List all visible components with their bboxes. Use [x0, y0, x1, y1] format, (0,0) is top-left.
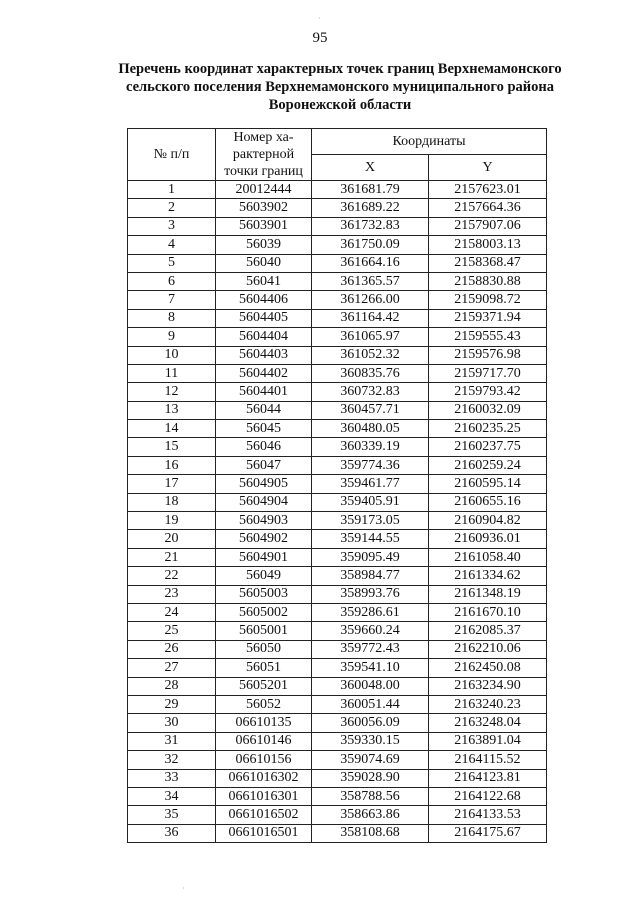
table-row	[128, 622, 547, 640]
y-coordinate-cell: 2160235.25	[429, 420, 547, 438]
table-row	[128, 272, 547, 290]
coordinates-table	[127, 128, 547, 843]
y-coordinate-cell: 2160936.01	[429, 530, 547, 548]
row-index-cell: 29	[128, 695, 216, 713]
title-line-2: сельского поселения Верхнемамонского муниципального района	[126, 79, 554, 95]
x-coordinate-cell: 361365.57	[312, 272, 429, 290]
row-index-cell: 13	[128, 401, 216, 419]
scan-speck: ·	[182, 884, 185, 893]
x-coordinate-cell: 361732.83	[312, 217, 429, 235]
y-coordinate-cell: 2159555.43	[429, 328, 547, 346]
point-number-cell: 56046	[216, 438, 312, 456]
point-number-cell: 5604402	[216, 364, 312, 382]
y-coordinate-cell: 2160259.24	[429, 456, 547, 474]
x-coordinate-cell: 358993.76	[312, 585, 429, 603]
table-row	[128, 677, 547, 695]
x-coordinate-cell: 359144.55	[312, 530, 429, 548]
y-coordinate-cell: 2163234.90	[429, 677, 547, 695]
row-index-cell: 20	[128, 530, 216, 548]
point-number-cell: 0661016302	[216, 769, 312, 787]
table-row	[128, 438, 547, 456]
y-coordinate-cell: 2160904.82	[429, 512, 547, 530]
row-index-cell: 34	[128, 787, 216, 805]
y-coordinate-cell: 2162450.08	[429, 659, 547, 677]
row-index-cell: 22	[128, 567, 216, 585]
y-coordinate-cell: 2164122.68	[429, 787, 547, 805]
point-number-cell: 56044	[216, 401, 312, 419]
header-y: Y	[429, 155, 547, 181]
table-row	[128, 456, 547, 474]
y-coordinate-cell: 2160595.14	[429, 475, 547, 493]
row-index-cell: 5	[128, 254, 216, 272]
table-row	[128, 824, 547, 842]
y-coordinate-cell: 2158830.88	[429, 272, 547, 290]
point-number-cell: 56039	[216, 236, 312, 254]
table-row	[128, 585, 547, 603]
table-row	[128, 512, 547, 530]
y-coordinate-cell: 2162085.37	[429, 622, 547, 640]
row-index-cell: 2	[128, 199, 216, 217]
table-row	[128, 309, 547, 327]
row-index-cell: 1	[128, 181, 216, 199]
scan-speck: ·	[318, 14, 321, 23]
table-row	[128, 475, 547, 493]
x-coordinate-cell: 359286.61	[312, 603, 429, 621]
x-coordinate-cell: 359541.10	[312, 659, 429, 677]
y-coordinate-cell: 2161334.62	[429, 567, 547, 585]
table-row	[128, 291, 547, 309]
x-coordinate-cell: 359074.69	[312, 751, 429, 769]
table-row	[128, 420, 547, 438]
table-row	[128, 217, 547, 235]
y-coordinate-cell: 2164123.81	[429, 769, 547, 787]
row-index-cell: 33	[128, 769, 216, 787]
y-coordinate-cell: 2163240.23	[429, 695, 547, 713]
point-number-cell: 56050	[216, 640, 312, 658]
y-coordinate-cell: 2161058.40	[429, 548, 547, 566]
point-number-cell: 20012444	[216, 181, 312, 199]
x-coordinate-cell: 359774.36	[312, 456, 429, 474]
y-coordinate-cell: 2160655.16	[429, 493, 547, 511]
point-number-cell: 5604902	[216, 530, 312, 548]
point-number-cell: 5604406	[216, 291, 312, 309]
row-index-cell: 11	[128, 364, 216, 382]
point-number-cell: 5604403	[216, 346, 312, 364]
row-index-cell: 24	[128, 603, 216, 621]
x-coordinate-cell: 360732.83	[312, 383, 429, 401]
table-row	[128, 751, 547, 769]
point-number-cell: 0661016501	[216, 824, 312, 842]
x-coordinate-cell: 359095.49	[312, 548, 429, 566]
y-coordinate-cell: 2164175.67	[429, 824, 547, 842]
x-coordinate-cell: 358984.77	[312, 567, 429, 585]
y-coordinate-cell: 2158368.47	[429, 254, 547, 272]
point-number-cell: 5604903	[216, 512, 312, 530]
header-row-number: № п/п	[128, 129, 216, 181]
row-index-cell: 15	[128, 438, 216, 456]
table-row	[128, 732, 547, 750]
row-index-cell: 14	[128, 420, 216, 438]
table-body	[128, 181, 547, 843]
y-coordinate-cell: 2159371.94	[429, 309, 547, 327]
point-number-cell: 5604901	[216, 548, 312, 566]
point-number-cell: 56045	[216, 420, 312, 438]
y-coordinate-cell: 2158003.13	[429, 236, 547, 254]
row-index-cell: 28	[128, 677, 216, 695]
y-coordinate-cell: 2157664.36	[429, 199, 547, 217]
table-row	[128, 364, 547, 382]
x-coordinate-cell: 360457.71	[312, 401, 429, 419]
point-number-cell: 5604905	[216, 475, 312, 493]
table-row	[128, 328, 547, 346]
row-index-cell: 17	[128, 475, 216, 493]
point-number-cell: 5603902	[216, 199, 312, 217]
point-number-cell: 5605201	[216, 677, 312, 695]
x-coordinate-cell: 361750.09	[312, 236, 429, 254]
point-number-cell: 0661016502	[216, 806, 312, 824]
row-index-cell: 7	[128, 291, 216, 309]
table-row	[128, 181, 547, 199]
point-number-cell: 56052	[216, 695, 312, 713]
x-coordinate-cell: 361052.32	[312, 346, 429, 364]
row-index-cell: 32	[128, 751, 216, 769]
y-coordinate-cell: 2162210.06	[429, 640, 547, 658]
title-line-3: Воронежской области	[268, 97, 412, 113]
header-coordinates: Координаты	[312, 129, 547, 155]
table-row	[128, 787, 547, 805]
y-coordinate-cell: 2160237.75	[429, 438, 547, 456]
x-coordinate-cell: 359660.24	[312, 622, 429, 640]
row-index-cell: 26	[128, 640, 216, 658]
row-index-cell: 3	[128, 217, 216, 235]
point-number-cell: 5604405	[216, 309, 312, 327]
point-number-cell: 56041	[216, 272, 312, 290]
point-number-cell: 5603901	[216, 217, 312, 235]
table-row	[128, 806, 547, 824]
y-coordinate-cell: 2159717.70	[429, 364, 547, 382]
x-coordinate-cell: 360835.76	[312, 364, 429, 382]
point-number-cell: 06610156	[216, 751, 312, 769]
x-coordinate-cell: 358788.56	[312, 787, 429, 805]
x-coordinate-cell: 359028.90	[312, 769, 429, 787]
point-number-cell: 5605003	[216, 585, 312, 603]
y-coordinate-cell: 2159576.98	[429, 346, 547, 364]
y-coordinate-cell: 2163248.04	[429, 714, 547, 732]
table-row	[128, 640, 547, 658]
row-index-cell: 36	[128, 824, 216, 842]
y-coordinate-cell: 2159793.42	[429, 383, 547, 401]
point-number-cell: 5604904	[216, 493, 312, 511]
row-index-cell: 35	[128, 806, 216, 824]
table-row	[128, 199, 547, 217]
row-index-cell: 10	[128, 346, 216, 364]
x-coordinate-cell: 361065.97	[312, 328, 429, 346]
table-row	[128, 548, 547, 566]
point-number-cell: 06610146	[216, 732, 312, 750]
table-row	[128, 530, 547, 548]
point-number-cell: 56040	[216, 254, 312, 272]
row-index-cell: 6	[128, 272, 216, 290]
row-index-cell: 23	[128, 585, 216, 603]
row-index-cell: 16	[128, 456, 216, 474]
row-index-cell: 12	[128, 383, 216, 401]
x-coordinate-cell: 358663.86	[312, 806, 429, 824]
x-coordinate-cell: 360339.19	[312, 438, 429, 456]
x-coordinate-cell: 360056.09	[312, 714, 429, 732]
row-index-cell: 21	[128, 548, 216, 566]
x-coordinate-cell: 359772.43	[312, 640, 429, 658]
table-row	[128, 714, 547, 732]
point-number-cell: 0661016301	[216, 787, 312, 805]
point-number-cell: 56047	[216, 456, 312, 474]
table-row	[128, 695, 547, 713]
table-row	[128, 383, 547, 401]
y-coordinate-cell: 2159098.72	[429, 291, 547, 309]
table-row	[128, 493, 547, 511]
x-coordinate-cell: 361266.00	[312, 291, 429, 309]
point-number-cell: 5605001	[216, 622, 312, 640]
row-index-cell: 31	[128, 732, 216, 750]
x-coordinate-cell: 361681.79	[312, 181, 429, 199]
table-row	[128, 659, 547, 677]
row-index-cell: 8	[128, 309, 216, 327]
y-coordinate-cell: 2164133.53	[429, 806, 547, 824]
point-number-cell: 56049	[216, 567, 312, 585]
x-coordinate-cell: 361664.16	[312, 254, 429, 272]
x-coordinate-cell: 361689.22	[312, 199, 429, 217]
table-row	[128, 769, 547, 787]
x-coordinate-cell: 358108.68	[312, 824, 429, 842]
point-number-cell: 5604404	[216, 328, 312, 346]
x-coordinate-cell: 360051.44	[312, 695, 429, 713]
document-title	[90, 60, 590, 114]
row-index-cell: 27	[128, 659, 216, 677]
point-number-cell: 56051	[216, 659, 312, 677]
x-coordinate-cell: 359405.91	[312, 493, 429, 511]
x-coordinate-cell: 359173.05	[312, 512, 429, 530]
row-index-cell: 25	[128, 622, 216, 640]
table-row	[128, 346, 547, 364]
point-number-cell: 06610135	[216, 714, 312, 732]
x-coordinate-cell: 360480.05	[312, 420, 429, 438]
y-coordinate-cell: 2161670.10	[429, 603, 547, 621]
table-row	[128, 254, 547, 272]
row-index-cell: 19	[128, 512, 216, 530]
point-number-cell: 5604401	[216, 383, 312, 401]
table-header	[128, 129, 547, 181]
y-coordinate-cell: 2157623.01	[429, 181, 547, 199]
page-number: 95	[312, 30, 328, 46]
y-coordinate-cell: 2160032.09	[429, 401, 547, 419]
x-coordinate-cell: 359461.77	[312, 475, 429, 493]
row-index-cell: 4	[128, 236, 216, 254]
x-coordinate-cell: 361164.42	[312, 309, 429, 327]
row-index-cell: 30	[128, 714, 216, 732]
table-row	[128, 603, 547, 621]
y-coordinate-cell: 2163891.04	[429, 732, 547, 750]
row-index-cell: 18	[128, 493, 216, 511]
header-point-number: Номер ха-рактерной точки границ	[216, 129, 312, 181]
y-coordinate-cell: 2157907.06	[429, 217, 547, 235]
y-coordinate-cell: 2164115.52	[429, 751, 547, 769]
table-row	[128, 401, 547, 419]
x-coordinate-cell: 359330.15	[312, 732, 429, 750]
table-row	[128, 567, 547, 585]
row-index-cell: 9	[128, 328, 216, 346]
point-number-cell: 5605002	[216, 603, 312, 621]
header-x: X	[312, 155, 429, 181]
y-coordinate-cell: 2161348.19	[429, 585, 547, 603]
title-line-1: Перечень координат характерных точек границ Верхнемамонского	[118, 61, 562, 77]
table-row	[128, 236, 547, 254]
x-coordinate-cell: 360048.00	[312, 677, 429, 695]
